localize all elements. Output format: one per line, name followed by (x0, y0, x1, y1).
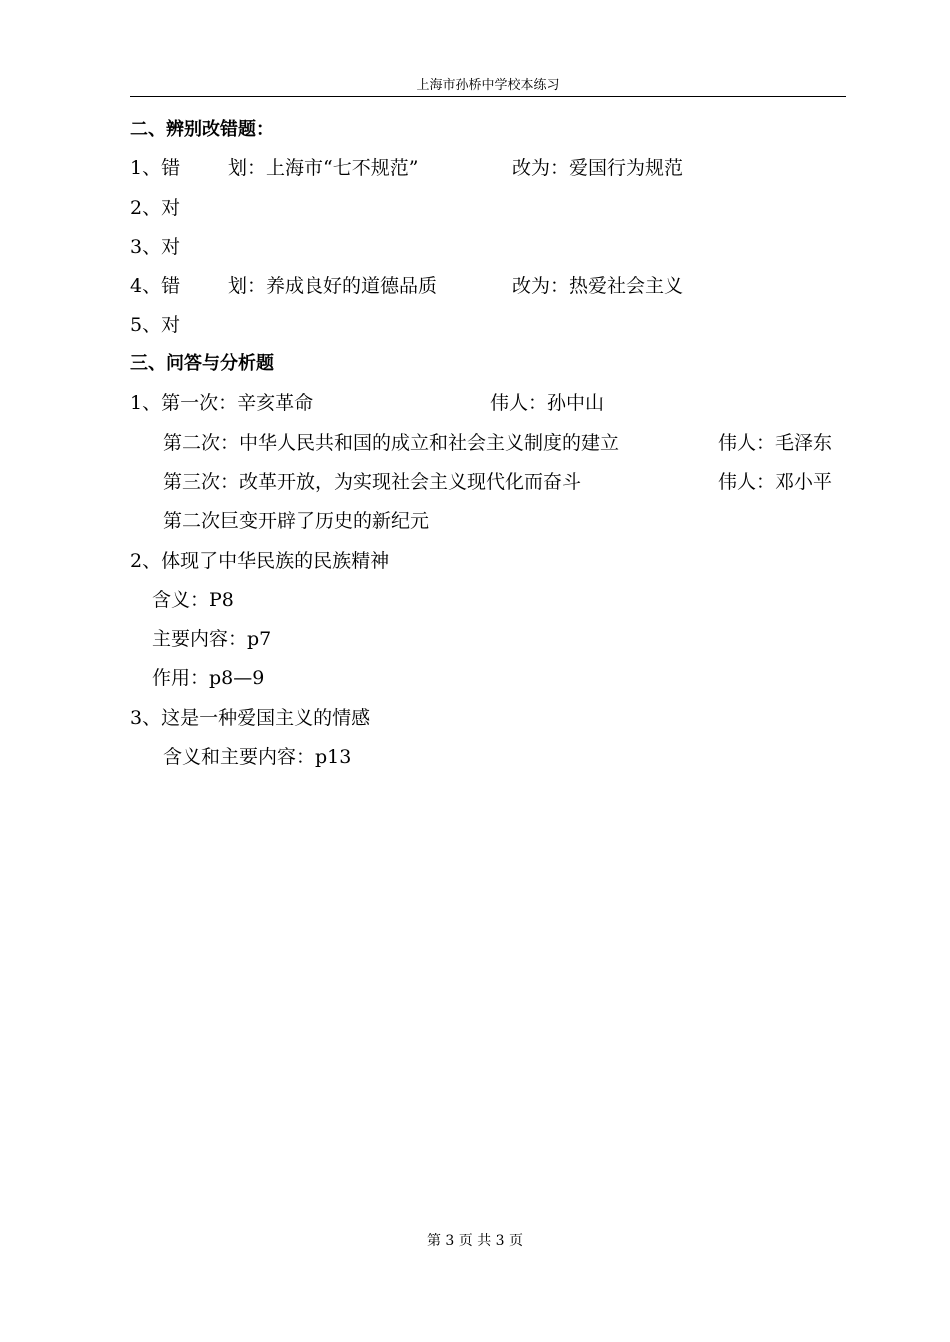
s2-item1-mark: 划：上海市“七不规范” (228, 157, 419, 179)
s2-item4-mark: 划：养成良好的道德品质 (228, 275, 438, 297)
s2-item1-fix: 改为：爱国行为规范 (512, 157, 684, 179)
header-title: 上海市孙桥中学校本练习 (416, 78, 560, 93)
section2-heading: 二、辨别改错题： (130, 119, 274, 140)
q1-line3-person: 伟人：邓小平 (718, 471, 833, 493)
page-footer (0, 1232, 950, 1250)
s2-item3-num: 3、对 (130, 236, 181, 258)
s2-item5-num: 5、对 (130, 314, 181, 336)
q1-line1-person: 伟人：孙中山 (490, 392, 605, 414)
q2-line1: 2、体现了中华民族的民族精神 (130, 550, 390, 572)
q3-line1: 3、这是一种爱国主义的情感 (130, 707, 371, 729)
s2-item1-num: 1、错 (130, 157, 181, 179)
q1-line2-event: 第二次：中华人民共和国的成立和社会主义制度的建立 (163, 432, 620, 454)
q3-line2: 含义和主要内容：p13 (163, 746, 352, 768)
section3-heading: 三、问答与分析题 (130, 353, 274, 374)
page-header (130, 76, 846, 97)
q1-line3-event: 第三次：改革开放，为实现社会主义现代化而奋斗 (163, 471, 582, 493)
q2-line2: 含义：P8 (152, 589, 234, 611)
q1-line2-person: 伟人：毛泽东 (718, 432, 833, 454)
s2-item4-fix: 改为：热爱社会主义 (512, 275, 684, 297)
s2-item4-num: 4、错 (130, 275, 181, 297)
q1-line1-event: 1、第一次：辛亥革命 (130, 392, 314, 414)
q2-line4: 作用：p8—9 (152, 667, 265, 689)
q1-line4: 第二次巨变开辟了历史的新纪元 (163, 510, 430, 532)
page-number: 第 3 页 共 3 页 (426, 1233, 524, 1249)
s2-item2-num: 2、对 (130, 197, 181, 219)
q2-line3: 主要内容：p7 (152, 628, 272, 650)
